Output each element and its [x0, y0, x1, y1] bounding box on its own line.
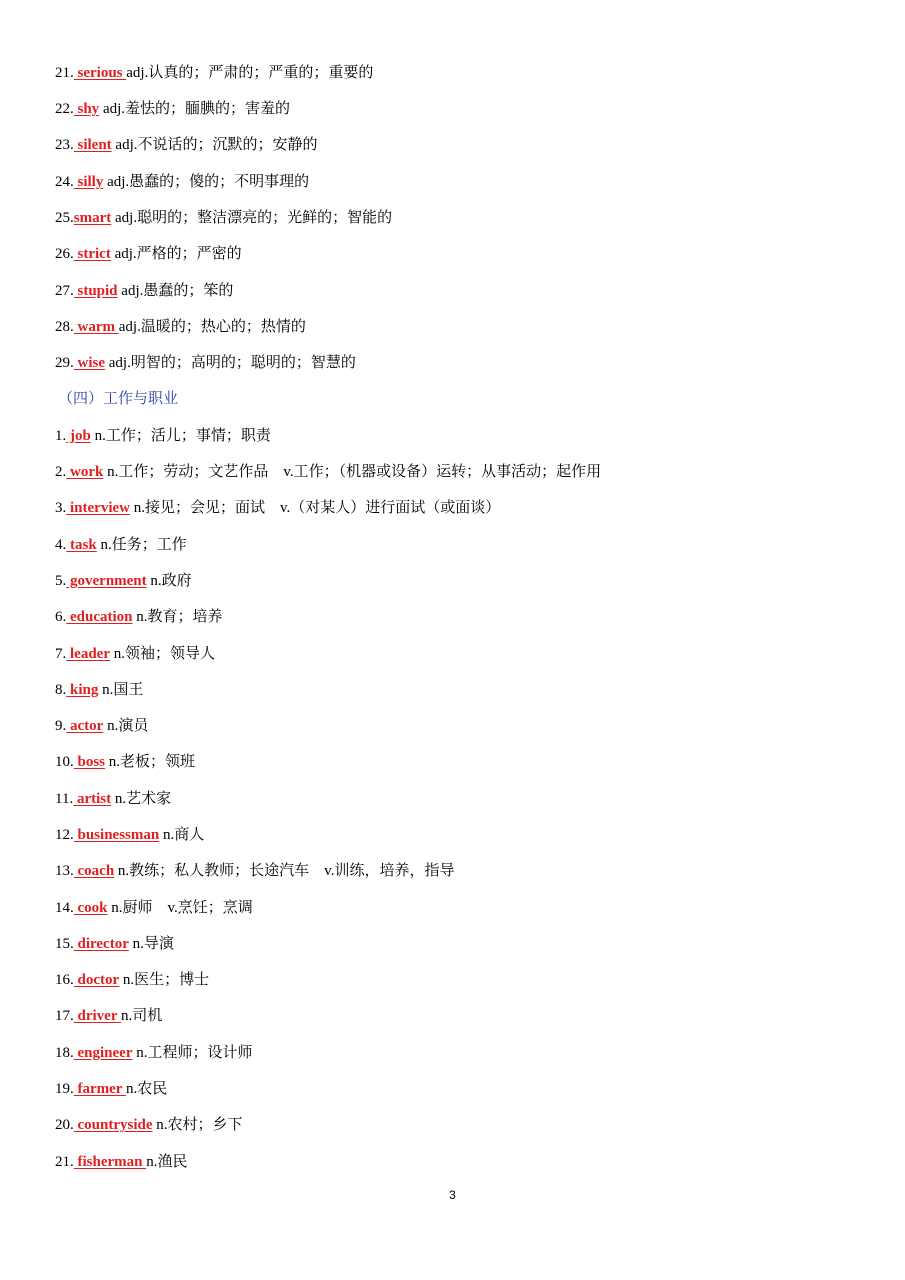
entry-word: leader	[66, 646, 110, 662]
vocab-entry	[55, 351, 356, 375]
vocab-entry	[55, 424, 271, 448]
vocab-entry	[55, 896, 253, 920]
entry-definition: n.医生；博士	[119, 972, 210, 988]
vocab-entry	[55, 750, 195, 774]
vocab-entry	[55, 1150, 188, 1174]
entry-word: stupid	[73, 283, 118, 299]
vocab-entry	[55, 642, 215, 666]
entry-word: driver	[73, 1008, 121, 1024]
entry-definition: n.领袖；领导人	[109, 646, 215, 662]
entry-word: wise	[73, 355, 105, 371]
entry-definition: n.演员	[103, 718, 149, 734]
entry-number: 17.	[55, 1008, 74, 1024]
entry-number: 7.	[55, 646, 67, 662]
entry-number: 4.	[55, 537, 67, 553]
entry-number: 1.	[55, 428, 67, 444]
vocab-entry	[55, 206, 392, 230]
entry-word: work	[66, 464, 104, 480]
vocab-entry	[55, 1113, 243, 1137]
entry-word: cook	[73, 900, 108, 916]
vocab-entry	[55, 279, 233, 303]
vocab-entry	[55, 787, 171, 811]
entry-word: countryside	[73, 1117, 153, 1133]
vocab-entry	[55, 1041, 253, 1065]
vocab-entry	[55, 133, 318, 157]
entry-definition: n.工作；劳动；文艺作品 v.工作；（机器或设备）运转；从事活动；起作用	[103, 464, 602, 480]
entry-number: 11.	[55, 791, 74, 807]
entry-definition: adj.不说话的；沉默的；安静的	[111, 137, 318, 153]
entry-number: 2.	[55, 464, 67, 480]
entry-definition: n.工程师；设计师	[132, 1045, 253, 1061]
entry-definition: adj.愚蠢的；傻的；不明事理的	[103, 174, 310, 190]
entry-word: director	[73, 936, 129, 952]
entry-definition: n.渔民	[146, 1154, 188, 1170]
entry-number: 21.	[55, 65, 74, 81]
entry-definition: adj.羞怯的；腼腆的；害羞的	[99, 101, 291, 117]
vocab-entry	[55, 859, 454, 883]
entry-definition: n.任务；工作	[96, 537, 187, 553]
entry-definition: n.商人	[159, 827, 205, 843]
vocab-entry	[55, 61, 373, 85]
entry-word: education	[66, 609, 133, 625]
entry-number: 22.	[55, 101, 74, 117]
entry-number: 16.	[55, 972, 74, 988]
entry-definition: n.政府	[146, 573, 192, 589]
page-number: 3	[449, 1188, 456, 1202]
entry-word: silly	[73, 174, 104, 190]
entry-definition: n.司机	[120, 1008, 163, 1024]
vocab-entry	[55, 460, 601, 484]
entry-definition: n.国王	[98, 682, 144, 698]
entry-word: strict	[73, 246, 111, 262]
entry-number: 13.	[55, 863, 74, 879]
vocab-entry	[55, 1077, 167, 1101]
entry-number: 9.	[55, 718, 67, 734]
entry-word: silent	[73, 137, 112, 153]
entry-number: 28.	[55, 319, 74, 335]
entry-word: businessman	[73, 827, 160, 843]
entry-number: 5.	[55, 573, 67, 589]
entry-definition: n.教育；培养	[132, 609, 223, 625]
entry-number: 29.	[55, 355, 74, 371]
entry-word: task	[66, 537, 97, 553]
entry-number: 26.	[55, 246, 74, 262]
entry-number: 19.	[55, 1081, 74, 1097]
vocab-entry	[55, 605, 223, 629]
entry-word: actor	[66, 718, 104, 734]
section-heading: （四）工作与职业	[58, 391, 179, 407]
entry-definition: adj.愚蠢的；笨的	[117, 283, 234, 299]
entry-definition: adj.明智的；高明的；聪明的；智慧的	[105, 355, 356, 371]
entry-definition: n.导演	[128, 936, 174, 952]
entry-definition: n.农村；乡下	[152, 1117, 243, 1133]
vocab-entry	[55, 932, 174, 956]
entry-word: shy	[73, 101, 100, 117]
vocab-entry	[55, 97, 290, 121]
entry-definition: adj.聪明的；整洁漂亮的；光鲜的；智能的	[111, 210, 393, 226]
entry-number: 10.	[55, 754, 74, 770]
entry-word: warm	[73, 319, 119, 335]
entry-number: 24.	[55, 174, 74, 190]
vocab-entry	[55, 714, 148, 738]
vocab-entry	[55, 170, 309, 194]
entry-word: boss	[73, 754, 106, 770]
vocab-entry	[55, 1004, 162, 1028]
entry-word: engineer	[73, 1045, 133, 1061]
entry-word: smart	[73, 210, 112, 226]
entry-word: artist	[73, 791, 112, 807]
entry-number: 15.	[55, 936, 74, 952]
entry-number: 6.	[55, 609, 67, 625]
entry-number: 3.	[55, 500, 67, 516]
vocab-entry	[55, 968, 209, 992]
vocab-entry	[55, 823, 204, 847]
entry-definition: n.老板；领班	[105, 754, 196, 770]
entry-number: 25.	[55, 210, 74, 226]
entry-number: 18.	[55, 1045, 74, 1061]
entry-word: job	[66, 428, 91, 444]
entry-word: doctor	[73, 972, 120, 988]
entry-word: government	[66, 573, 147, 589]
entry-word: serious	[73, 65, 127, 81]
entry-number: 12.	[55, 827, 74, 843]
entry-number: 20.	[55, 1117, 74, 1133]
entry-definition: n.厨师 v.烹饪；烹调	[107, 900, 253, 916]
entry-word: coach	[73, 863, 115, 879]
entry-definition: n.教练；私人教师；长途汽车 v.训练，培养，指导	[114, 863, 455, 879]
vocab-entry	[55, 315, 306, 339]
entry-number: 23.	[55, 137, 74, 153]
entry-definition: n.农民	[125, 1081, 168, 1097]
vocab-entry	[55, 242, 242, 266]
entry-definition: adj.温暖的；热心的；热情的	[118, 319, 306, 335]
entry-definition: n.工作；活儿；事情；职责	[90, 428, 271, 444]
entry-word: king	[66, 682, 99, 698]
entry-number: 27.	[55, 283, 74, 299]
entry-word: fisherman	[73, 1154, 147, 1170]
entry-definition: adj.认真的；严肃的；严重的；重要的	[126, 65, 374, 81]
entry-definition: n.艺术家	[111, 791, 172, 807]
entry-number: 21.	[55, 1154, 74, 1170]
vocab-entry	[55, 569, 192, 593]
entry-definition: n.接见；会见；面试 v.（对某人）进行面试（或面谈）	[129, 500, 501, 516]
vocab-entry	[55, 678, 143, 702]
entry-word: farmer	[73, 1081, 126, 1097]
entry-number: 14.	[55, 900, 74, 916]
entry-definition: adj.严格的；严密的	[110, 246, 242, 262]
entry-word: interview	[66, 500, 130, 516]
entry-number: 8.	[55, 682, 67, 698]
vocab-entry	[55, 496, 500, 520]
vocab-entry	[55, 533, 187, 557]
